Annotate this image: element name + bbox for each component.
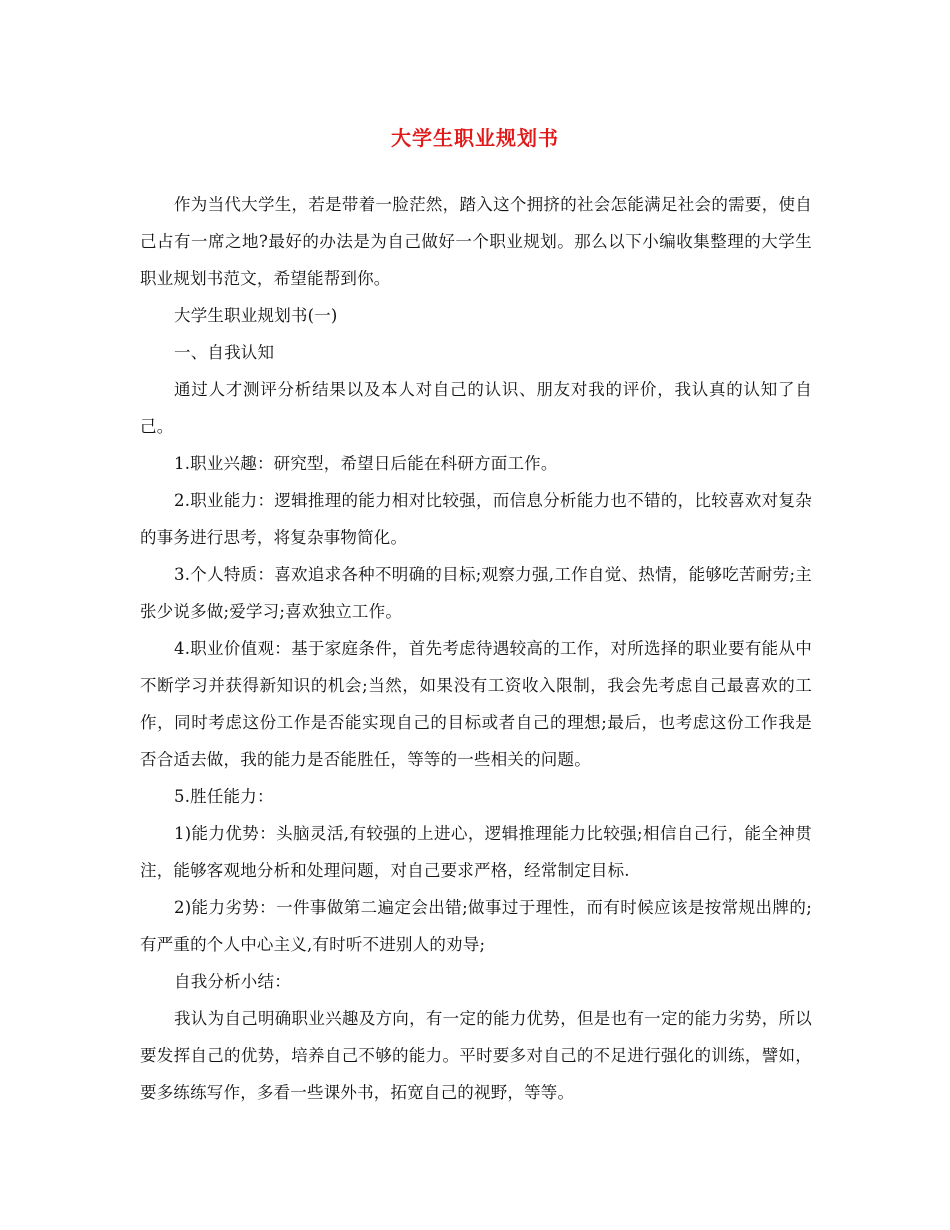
document-title: 大学生职业规划书	[391, 126, 559, 150]
section-heading: 大学生职业规划书(一)	[174, 306, 338, 325]
sub-list-item: 2)能力劣势：一件事做第二遍定会出错;做事过于理性，而有时候应该是按常规出牌的;有严重的个人中心主义,有时听不进别人的劝导;	[140, 898, 812, 954]
document-body	[140, 186, 812, 1111]
list-item: 3.个人特质：喜欢追求各种不明确的目标;观察力强,工作自觉、热情，能够吃苦耐劳;主张少说多做;爱学习;喜欢独立工作。	[140, 565, 812, 621]
paragraph-intro: 作为当代大学生，若是带着一脸茫然，踏入这个拥挤的社会怎能满足社会的需要，使自己占有一席之地?最好的办法是为自己做好一个职业规划。那么以下小编收集整理的大学生职业规划书范文，希望能帮到你。	[140, 195, 812, 288]
list-item: 4.职业价值观：基于家庭条件，首先考虑待遇较高的工作，对所选择的职业要有能从中不断学习并获得新知识的机会;当然，如果没有工资收入限制，我会先考虑自己最喜欢的工作，同时考虑这份工作是否能实现自己的目标或者自己的理想;最后，也考虑这份工作我是否合适去做，我的能力是否能胜任，等等的一些相关的问题。	[140, 639, 812, 769]
paragraph: 通过人才测评分析结果以及本人对自己的认识、朋友对我的评价，我认真的认知了自己。	[140, 380, 812, 436]
list-item: 5.胜任能力：	[174, 787, 274, 806]
summary-heading: 自我分析小结：	[174, 972, 291, 991]
list-item: 2.职业能力：逻辑推理的能力相对比较强，而信息分析能力也不错的，比较喜欢对复杂的事务进行思考，将复杂事物简化。	[140, 491, 812, 547]
subsection-heading: 一、自我认知	[174, 343, 275, 362]
list-item: 1.职业兴趣：研究型，希望日后能在科研方面工作。	[174, 454, 558, 473]
sub-list-item: 1)能力优势：头脑灵活,有较强的上进心，逻辑推理能力比较强;相信自己行，能全神贯注，能够客观地分析和处理问题，对自己要求严格，经常制定目标.	[140, 824, 812, 880]
summary-paragraph: 我认为自己明确职业兴趣及方向，有一定的能力优势，但是也有一定的能力劣势，所以要发挥自己的优势，培养自己不够的能力。平时要多对自己的不足进行强化的训练，譬如，要多练练写作，多看一些课外书，拓宽自己的视野，等等。	[140, 1009, 812, 1102]
